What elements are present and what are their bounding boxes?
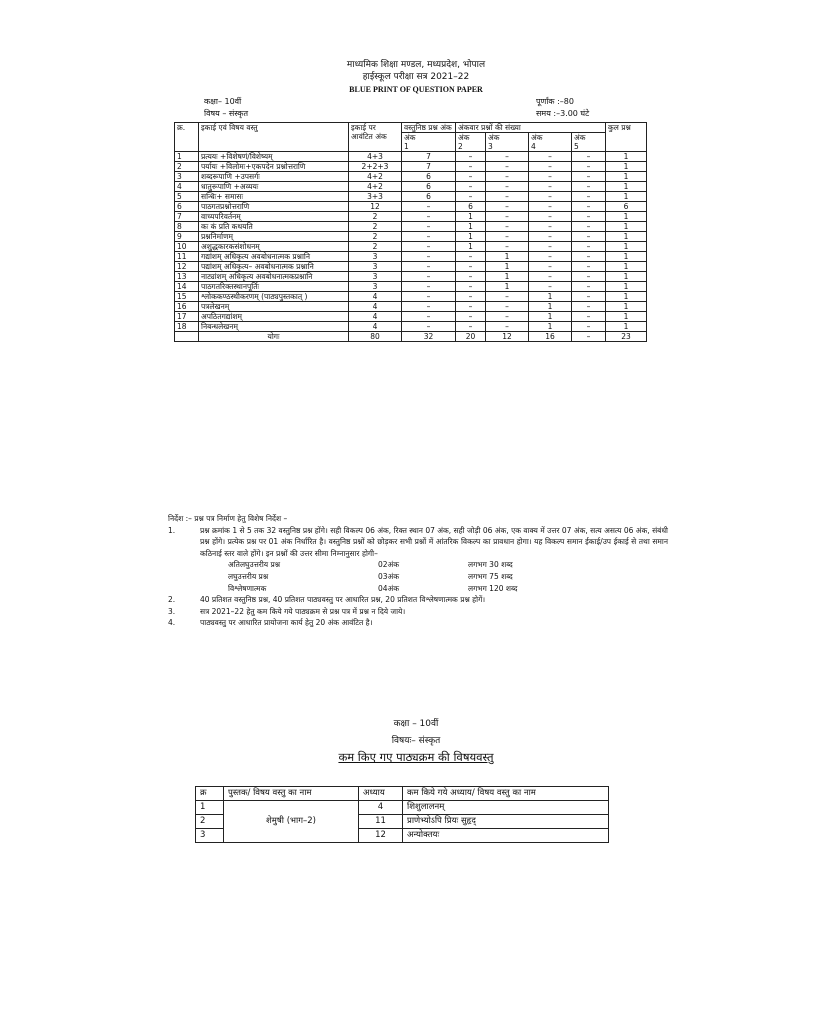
answer-limit-row xyxy=(168,559,668,571)
sub-2: 2 xyxy=(458,142,463,151)
exam-session: हाईस्कूल परीक्षा सत्र 2021–22 xyxy=(362,72,470,82)
row-m3: 1 xyxy=(486,262,529,272)
row-m5: – xyxy=(572,292,606,302)
row-alloc: 2+2+3 xyxy=(349,162,402,172)
row-m4: 1 xyxy=(529,292,572,302)
row-obj: 6 xyxy=(402,172,456,182)
red-sr: 2 xyxy=(196,815,224,829)
limit-words: लगभग 30 शब्द xyxy=(468,560,513,570)
row-m2: – xyxy=(456,152,486,162)
limit-marks: 02अंक xyxy=(378,560,400,570)
instructions xyxy=(168,513,668,629)
row-total: 1 xyxy=(606,282,647,292)
row-m4: – xyxy=(529,202,572,212)
table-row xyxy=(175,212,647,222)
reduced-title: कम किए गए पाठ्यक्रम की विषयवस्तु xyxy=(338,750,494,764)
row-m2: – xyxy=(456,172,486,182)
row-m3: – xyxy=(486,212,529,222)
row-total: 1 xyxy=(606,192,647,202)
sub-5: 5 xyxy=(574,142,579,151)
row-sr: 5 xyxy=(175,192,199,202)
table-row xyxy=(175,252,647,262)
row-obj: – xyxy=(402,302,456,312)
row-alloc: 4+2 xyxy=(349,182,402,192)
row-unit: शब्दरूपाणि +उपसर्गः xyxy=(199,172,349,182)
row-m3: – xyxy=(486,152,529,162)
row-sr: 9 xyxy=(175,232,199,242)
row-total: 1 xyxy=(606,302,647,312)
row-obj: 6 xyxy=(402,192,456,202)
limit-words: लगभग 75 शब्द xyxy=(468,571,513,581)
row-m2: 1 xyxy=(456,232,486,242)
answer-limit-row xyxy=(168,583,668,595)
row-m5: – xyxy=(572,172,606,182)
row-unit: कः कं प्रति कथयति xyxy=(199,222,349,232)
row-m2: – xyxy=(456,252,486,262)
red-chapter: 11 xyxy=(359,815,403,829)
row-m2: 1 xyxy=(456,222,486,232)
red-col-book: पुस्तक/ विषय वस्तु का नाम xyxy=(224,787,359,801)
row-sr: 18 xyxy=(175,322,199,332)
instruction-text: सत्र 2021–22 हेतु कम किये गये पाठ्यक्रम से प्रश्न पत्र में प्रश्न न दिये जाये। xyxy=(200,606,406,616)
row-m4: – xyxy=(529,222,572,232)
row-m4: – xyxy=(529,262,572,272)
row-m4: – xyxy=(529,192,572,202)
row-m5: – xyxy=(572,192,606,202)
red-chapter: 12 xyxy=(359,829,403,843)
row-sr: 3 xyxy=(175,172,199,182)
blueprint-header-row xyxy=(175,123,647,133)
row-m5: – xyxy=(572,152,606,162)
sub-3: 3 xyxy=(488,142,493,151)
red-col-chapter: अध्याय xyxy=(359,787,403,801)
row-m3: 1 xyxy=(486,272,529,282)
row-m4: – xyxy=(529,172,572,182)
row-sr: 12 xyxy=(175,262,199,272)
row-obj: – xyxy=(402,262,456,272)
row-unit: अपठितगद्यांशम् xyxy=(199,312,349,322)
row-total: 1 xyxy=(606,322,647,332)
table-row xyxy=(175,302,647,312)
row-m5: – xyxy=(572,182,606,192)
instructions-heading: निर्देश :– प्रश्न पत्र निर्माण हेतु विशेष निर्देश – xyxy=(168,514,288,523)
limit-words: लगभग 120 शब्द xyxy=(468,583,518,593)
row-sr: 17 xyxy=(175,312,199,322)
row-obj: – xyxy=(402,252,456,262)
row-sr: 10 xyxy=(175,242,199,252)
row-unit: धातुरूपाणि +अव्ययः xyxy=(199,182,349,192)
row-alloc: 3 xyxy=(349,282,402,292)
sub-4: 4 xyxy=(531,142,536,151)
instruction-text: प्रश्न क्रमांक 1 से 5 तक 32 वस्तुनिष्ठ प्रश्न होंगे। सही विकल्प 06 अंक, रिक्त स्थान 07 अंक, सही जोड़ी 06 अंक, एक वाक्य में उत्तर 07 अंक, सत्य असत्य 06 अंक, संबंधी प्रश्न होंगे। प्रत्येक प्रश्न पर 01 अंक निर्धारित है। वस्तुनिष्ठ प्रश्नों को छोड़कर सभी प्रश्नों में आंतरिक विकल्प का प्रावधान होगा। यह विकल्प समान ईकाई/उप ईकाई से तथा समान कठिनाई स्तर वाले होंगे। इन प्रश्नों की उत्तर सीमा निम्नानुसार होगी– xyxy=(200,525,668,558)
row-m3: – xyxy=(486,202,529,212)
reduced-subject: विषयः– संस्कृत xyxy=(391,736,441,746)
subject-label: विषय – संस्कृत xyxy=(204,109,249,118)
instruction-1 xyxy=(168,525,668,560)
sub-ank: अंक xyxy=(458,133,470,142)
row-m3: 1 xyxy=(486,282,529,292)
reduced-header-row xyxy=(196,787,609,801)
col-unit: इकाई एवं विषय वस्तु xyxy=(199,123,349,152)
blueprint-table xyxy=(174,122,647,342)
row-m5: – xyxy=(572,212,606,222)
limit-marks: 04अंक xyxy=(378,583,400,593)
row-m4: 1 xyxy=(529,302,572,312)
col-sr: क्र. xyxy=(175,123,199,152)
row-total: 1 xyxy=(606,292,647,302)
max-marks: पूर्णांक :–80 xyxy=(536,97,574,106)
row-m4: – xyxy=(529,212,572,222)
limit-type: अतिलघुउत्तरीय प्रश्न xyxy=(228,560,281,570)
col-markwise: अंकवार प्रश्नों की संख्या xyxy=(456,123,606,133)
row-obj: – xyxy=(402,222,456,232)
row-m4: 1 xyxy=(529,312,572,322)
red-col-sr: क्र xyxy=(196,787,224,801)
row-alloc: 4+3 xyxy=(349,152,402,162)
row-obj: 6 xyxy=(402,182,456,192)
row-sr: 8 xyxy=(175,222,199,232)
col-objective: वस्तुनिष्ठ प्रश्न अंक xyxy=(402,123,456,133)
row-unit: प्रत्ययः +विशेषणं/विशेष्यम् xyxy=(199,152,349,162)
row-total: 1 xyxy=(606,272,647,282)
row-sr: 2 xyxy=(175,162,199,172)
row-sr: 4 xyxy=(175,182,199,192)
sub-ank: अंक xyxy=(574,133,586,142)
table-row xyxy=(175,312,647,322)
row-m5: – xyxy=(572,262,606,272)
row-unit: पाठगतरिक्तस्थानपूर्तिः xyxy=(199,282,349,292)
row-total: 1 xyxy=(606,262,647,272)
blueprint-total-row xyxy=(175,332,647,342)
total-m3: 12 xyxy=(486,332,529,342)
total-m2: 20 xyxy=(456,332,486,342)
row-total: 1 xyxy=(606,182,647,192)
row-m5: – xyxy=(572,302,606,312)
row-m2: 1 xyxy=(456,242,486,252)
row-alloc: 3 xyxy=(349,272,402,282)
row-m2: 1 xyxy=(456,212,486,222)
red-chapter: 4 xyxy=(359,801,403,815)
row-m2: 6 xyxy=(456,202,486,212)
sub-ank: अंक xyxy=(488,133,500,142)
row-unit: अशुद्धकारकसंशोधनम् xyxy=(199,242,349,252)
row-unit: पद्यांशम् अधिकृत्य– अवबोधनात्मक प्रश्नानि xyxy=(199,262,349,272)
row-alloc: 3 xyxy=(349,252,402,262)
row-m3: – xyxy=(486,162,529,172)
row-m5: – xyxy=(572,252,606,262)
row-m5: – xyxy=(572,312,606,322)
board-name: माध्यमिक शिक्षा मण्डल, मध्यप्रदेश, भोपाल xyxy=(346,60,486,70)
instruction-text: पाठ्यवस्तु पर आधारित प्रायोजना कार्य हेतु 20 अंक आवंटित है। xyxy=(200,618,373,628)
total-m4: 16 xyxy=(529,332,572,342)
row-alloc: 2 xyxy=(349,222,402,232)
row-obj: – xyxy=(402,282,456,292)
red-sr: 1 xyxy=(196,801,224,815)
table-row xyxy=(175,202,647,212)
row-m2: – xyxy=(456,272,486,282)
row-total: 1 xyxy=(606,152,647,162)
instruction-number: 4. xyxy=(168,618,176,628)
class-label: कक्षा– 10वीं xyxy=(204,97,242,106)
table-row xyxy=(175,182,647,192)
row-obj: – xyxy=(402,202,456,212)
table-row xyxy=(175,152,647,162)
limit-type: लघुउत्तरीय प्रश्न xyxy=(228,571,269,581)
row-alloc: 2 xyxy=(349,232,402,242)
instruction-3 xyxy=(168,606,668,618)
row-m4: – xyxy=(529,282,572,292)
red-content: अन्योक्तयः xyxy=(403,829,609,843)
row-obj: – xyxy=(402,292,456,302)
row-m3: – xyxy=(486,302,529,312)
row-m5: – xyxy=(572,202,606,212)
limit-marks: 03अंक xyxy=(378,571,400,581)
row-m2: – xyxy=(456,292,486,302)
row-alloc: 4 xyxy=(349,302,402,312)
row-alloc: 4 xyxy=(349,312,402,322)
col-total: कुल प्रश्न xyxy=(606,123,647,152)
row-m5: – xyxy=(572,222,606,232)
row-total: 6 xyxy=(606,202,647,212)
table-row xyxy=(175,192,647,202)
row-obj: – xyxy=(402,232,456,242)
row-m3: – xyxy=(486,172,529,182)
row-sr: 15 xyxy=(175,292,199,302)
row-m5: – xyxy=(572,162,606,172)
row-m3: – xyxy=(486,182,529,192)
row-m4: – xyxy=(529,232,572,242)
total-alloc: 80 xyxy=(349,332,402,342)
row-obj: – xyxy=(402,242,456,252)
table-row xyxy=(175,232,647,242)
row-obj: – xyxy=(402,322,456,332)
red-sr: 3 xyxy=(196,829,224,843)
row-m3: – xyxy=(486,292,529,302)
row-alloc: 3+3 xyxy=(349,192,402,202)
row-alloc: 12 xyxy=(349,202,402,212)
row-sr: 14 xyxy=(175,282,199,292)
total-label: योगः xyxy=(199,332,349,342)
table-row xyxy=(175,282,647,292)
row-total: 1 xyxy=(606,312,647,322)
row-sr: 11 xyxy=(175,252,199,262)
row-sr: 16 xyxy=(175,302,199,312)
row-total: 1 xyxy=(606,162,647,172)
instruction-text: 40 प्रतिशत वस्तुनिष्ठ प्रश्न, 40 प्रतिशत पाठ्यवस्तु पर आधारित प्रश्न, 20 प्रतिशत विश्लेषणात्मक प्रश्न होगें। xyxy=(200,595,486,605)
row-m2: – xyxy=(456,322,486,332)
row-alloc: 4 xyxy=(349,322,402,332)
row-total: 1 xyxy=(606,232,647,242)
sub-ank: अंक xyxy=(404,133,416,142)
table-row xyxy=(175,292,647,302)
table-row xyxy=(175,162,647,172)
row-m2: – xyxy=(456,312,486,322)
row-unit: निबन्धलेखनम् xyxy=(199,322,349,332)
reduced-class: कक्षा – 10वीं xyxy=(393,719,439,729)
answer-limit-row xyxy=(168,571,668,583)
row-sr: 6 xyxy=(175,202,199,212)
row-alloc: 4+2 xyxy=(349,172,402,182)
row-m4: – xyxy=(529,252,572,262)
row-m5: – xyxy=(572,232,606,242)
instruction-number: 3. xyxy=(168,606,176,616)
instruction-number: 1. xyxy=(168,525,176,535)
row-m4: – xyxy=(529,272,572,282)
row-m2: – xyxy=(456,182,486,192)
row-alloc: 4 xyxy=(349,292,402,302)
instruction-2 xyxy=(168,594,668,606)
limit-type: विश्लेषणात्मक xyxy=(228,583,267,593)
book-name: शेमुषी (भाग–2) xyxy=(224,801,359,843)
row-m4: 1 xyxy=(529,322,572,332)
time-allowed: समय :–3.00 घंटे xyxy=(536,109,590,118)
row-m4: – xyxy=(529,242,572,252)
instruction-4 xyxy=(168,617,668,629)
row-m2: – xyxy=(456,262,486,272)
row-obj: – xyxy=(402,212,456,222)
row-alloc: 2 xyxy=(349,212,402,222)
row-m4: – xyxy=(529,162,572,172)
row-obj: 7 xyxy=(402,162,456,172)
row-unit: पर्यायः +विलोमः+एकपदेन प्रश्नोत्तराणि xyxy=(199,162,349,172)
row-m3: – xyxy=(486,232,529,242)
total-m5: – xyxy=(572,332,606,342)
blueprint-title: BLUE PRINT OF QUESTION PAPER xyxy=(349,85,483,94)
row-total: 1 xyxy=(606,222,647,232)
row-sr: 1 xyxy=(175,152,199,162)
row-unit: नाट्यांशम् अधिकृत्य अवबोधनात्मकप्रश्नानि xyxy=(199,272,349,282)
total-count: 23 xyxy=(606,332,647,342)
table-row xyxy=(196,801,609,815)
row-m3: – xyxy=(486,242,529,252)
reduced-syllabus-table xyxy=(195,786,609,843)
row-m2: – xyxy=(456,302,486,312)
row-m3: – xyxy=(486,222,529,232)
sub-ank: अंक xyxy=(531,133,543,142)
row-unit: प्रश्ननिर्माणम् xyxy=(199,232,349,242)
row-m5: – xyxy=(572,242,606,252)
row-m2: – xyxy=(456,282,486,292)
row-m3: 1 xyxy=(486,252,529,262)
row-obj: – xyxy=(402,272,456,282)
row-m5: – xyxy=(572,272,606,282)
answer-limits xyxy=(168,559,668,594)
table-row xyxy=(175,172,647,182)
row-unit: सन्धिः+ समासः xyxy=(199,192,349,202)
row-total: 1 xyxy=(606,242,647,252)
red-content: प्राणेभ्योऽपि प्रियः सुहृद् xyxy=(403,815,609,829)
red-col-content: कम किये गये अध्याय/ विषय वस्तु का नाम xyxy=(403,787,609,801)
table-row xyxy=(175,222,647,232)
row-unit: वाच्यपरिवर्तनम् xyxy=(199,212,349,222)
row-m3: – xyxy=(486,312,529,322)
table-row xyxy=(175,272,647,282)
table-row xyxy=(175,322,647,332)
row-obj: 7 xyxy=(402,152,456,162)
row-m3: – xyxy=(486,322,529,332)
row-total: 1 xyxy=(606,212,647,222)
row-unit: पाठगतप्रश्नोत्तराणि xyxy=(199,202,349,212)
row-alloc: 3 xyxy=(349,262,402,272)
row-unit: श्लोककण्ठस्थीकरणम् (पाठ्यपुस्तकात् ) xyxy=(199,292,349,302)
row-m5: – xyxy=(572,322,606,332)
red-content: शिशुलालनम् xyxy=(403,801,609,815)
row-unit: गद्यांशम् अधिकृत्य अवबोधनात्मक प्रश्नानि xyxy=(199,252,349,262)
row-m4: – xyxy=(529,152,572,162)
row-total: 1 xyxy=(606,172,647,182)
row-m2: – xyxy=(456,192,486,202)
row-m4: – xyxy=(529,182,572,192)
col-alloc: इकाई पर आवंटित अंक xyxy=(349,123,402,152)
sub-1: 1 xyxy=(404,142,409,151)
table-row xyxy=(175,242,647,252)
total-obj: 32 xyxy=(402,332,456,342)
row-m2: – xyxy=(456,162,486,172)
table-row xyxy=(175,262,647,272)
row-obj: – xyxy=(402,312,456,322)
row-m3: – xyxy=(486,192,529,202)
row-unit: पत्रलेखनम् xyxy=(199,302,349,312)
row-total: 1 xyxy=(606,252,647,262)
row-alloc: 2 xyxy=(349,242,402,252)
row-sr: 13 xyxy=(175,272,199,282)
row-sr: 7 xyxy=(175,212,199,222)
instruction-number: 2. xyxy=(168,595,176,605)
row-m5: – xyxy=(572,282,606,292)
